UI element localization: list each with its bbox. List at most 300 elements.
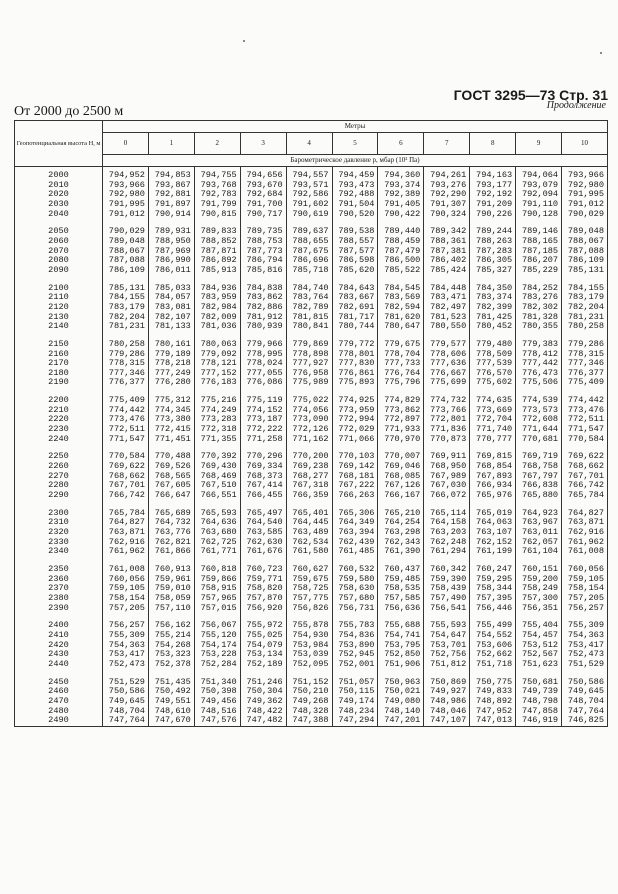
pressure-value: 774,152 [240, 406, 286, 416]
pressure-value: 771,451 [148, 435, 194, 445]
pressure-value: 769,142 [332, 462, 378, 472]
pressure-value: 757,490 [424, 594, 470, 604]
pressure-value: 780,258 [562, 322, 608, 332]
height-cell: 2480 [15, 707, 103, 717]
pressure-value: 761,580 [286, 547, 332, 557]
pressure-value: 791,209 [470, 200, 516, 210]
height-cell: 2320 [15, 528, 103, 538]
pressure-value: 782,886 [240, 303, 286, 313]
pressure-value: 772,897 [378, 415, 424, 425]
pressure-value: 770,873 [424, 435, 470, 445]
pressure-value: 759,010 [148, 584, 194, 594]
pressure-value: 749,927 [424, 687, 470, 697]
pressure-value: 756,920 [240, 604, 286, 614]
pressure-value: 762,152 [470, 538, 516, 548]
pressure-value: 783,959 [194, 293, 240, 303]
pressure-value: 781,717 [332, 313, 378, 323]
meter-offset-header: 3 [240, 133, 286, 155]
pressure-value: 760,437 [378, 565, 424, 575]
pressure-value: 759,866 [194, 575, 240, 585]
table-row [15, 547, 608, 557]
pressure-value: 749,362 [240, 697, 286, 707]
pressure-value: 771,933 [378, 425, 424, 435]
pressure-value: 793,768 [194, 181, 240, 191]
pressure-value: 769,719 [516, 452, 562, 462]
pressure-value: 759,771 [240, 575, 286, 585]
pressure-value: 791,307 [424, 200, 470, 210]
pressure-value: 783,179 [103, 303, 149, 313]
pressure-value: 758,535 [378, 584, 424, 594]
pressure-value: 753,417 [562, 641, 608, 651]
pressure-value: 768,950 [424, 462, 470, 472]
pressure-value: 750,681 [516, 678, 562, 688]
pressure-value: 764,540 [240, 518, 286, 528]
pressure-value: 757,680 [332, 594, 378, 604]
meter-offset-header: 4 [286, 133, 332, 155]
pressure-value: 763,489 [286, 528, 332, 538]
pressure-value: 763,298 [378, 528, 424, 538]
pressure-value: 791,799 [194, 200, 240, 210]
pressure-value: 767,701 [562, 472, 608, 482]
pressure-value: 788,655 [286, 237, 332, 247]
pressure-value: 792,980 [562, 181, 608, 191]
pressure-value: 765,880 [516, 491, 562, 501]
pressure-value: 763,871 [103, 528, 149, 538]
pressure-value: 785,816 [240, 266, 286, 276]
pressure-value: 762,534 [286, 538, 332, 548]
pressure-value: 789,637 [286, 227, 332, 237]
height-cell: 2120 [15, 303, 103, 313]
pressure-value: 767,414 [240, 481, 286, 491]
pressure-value: 767,510 [194, 481, 240, 491]
pressure-value: 767,222 [332, 481, 378, 491]
pressure-value: 775,796 [378, 378, 424, 388]
pressure-value: 794,952 [103, 171, 149, 181]
height-cell: 2060 [15, 237, 103, 247]
meter-offset-header: 8 [470, 133, 516, 155]
pressure-value: 785,131 [562, 266, 608, 276]
pressure-value: 747,670 [148, 716, 194, 726]
pressure-value: 784,155 [103, 293, 149, 303]
pressure-value: 751,340 [194, 678, 240, 688]
pressure-value: 778,606 [424, 350, 470, 360]
pressure-value: 769,815 [470, 452, 516, 462]
pressure-value: 790,029 [562, 210, 608, 220]
pressure-value: 776,473 [516, 369, 562, 379]
pressure-value: 779,577 [424, 340, 470, 350]
pressure-value: 774,732 [424, 396, 470, 406]
pressure-value: 776,280 [148, 378, 194, 388]
pressure-value: 752,378 [148, 660, 194, 670]
pressure-value: 748,140 [378, 707, 424, 717]
table-row [15, 378, 608, 388]
pressure-value: 747,294 [332, 716, 378, 726]
pressure-value: 785,229 [516, 266, 562, 276]
pressure-value: 758,820 [240, 584, 286, 594]
pressure-value: 777,442 [516, 359, 562, 369]
height-cell: 2150 [15, 340, 103, 350]
pressure-value: 761,390 [378, 547, 424, 557]
pressure-value: 757,205 [103, 604, 149, 614]
pressure-value: 786,794 [240, 256, 286, 266]
pressure-value: 794,656 [240, 171, 286, 181]
pressure-value: 793,966 [562, 171, 608, 181]
pressure-value: 761,199 [470, 547, 516, 557]
pressure-value: 752,001 [332, 660, 378, 670]
height-cell: 2010 [15, 181, 103, 191]
pressure-value: 749,268 [286, 697, 332, 707]
height-cell: 2260 [15, 462, 103, 472]
pressure-value: 775,216 [194, 396, 240, 406]
pressure-value: 792,192 [470, 190, 516, 200]
pressure-value: 790,029 [103, 227, 149, 237]
pressure-value: 754,836 [332, 631, 378, 641]
pressure-value: 784,643 [332, 284, 378, 294]
pressure-value: 755,120 [194, 631, 240, 641]
pressure-value: 752,567 [516, 650, 562, 660]
pressure-value: 781,523 [424, 313, 470, 323]
pressure-value: 758,154 [103, 594, 149, 604]
pressure-value: 783,081 [148, 303, 194, 313]
pressure-value: 794,755 [194, 171, 240, 181]
pressure-value: 785,327 [470, 266, 516, 276]
pressure-value: 780,550 [424, 322, 470, 332]
height-cell: 2340 [15, 547, 103, 557]
pressure-value: 771,547 [103, 435, 149, 445]
pressure-value: 749,080 [378, 697, 424, 707]
height-cell: 2390 [15, 604, 103, 614]
table-row [15, 322, 608, 332]
pressure-value: 779,286 [103, 350, 149, 360]
pressure-value: 751,057 [332, 678, 378, 688]
continuation-note: Продолжение [546, 100, 606, 111]
height-cell: 2200 [15, 396, 103, 406]
pressure-value: 760,913 [148, 565, 194, 575]
pressure-value: 792,783 [194, 190, 240, 200]
pressure-value: 758,439 [424, 584, 470, 594]
pressure-value: 754,174 [194, 641, 240, 651]
pressure-value: 755,972 [240, 621, 286, 631]
pressure-value: 747,107 [424, 716, 470, 726]
pressure-value: 757,395 [470, 594, 516, 604]
range-title: От 2000 до 2500 м [14, 104, 124, 119]
pressure-value: 760,056 [103, 575, 149, 585]
pressure-value: 754,268 [148, 641, 194, 651]
pressure-value: 779,869 [286, 340, 332, 350]
pressure-value: 780,647 [378, 322, 424, 332]
pressure-value: 761,771 [194, 547, 240, 557]
pressure-value: 766,551 [194, 491, 240, 501]
pressure-value: 764,827 [103, 518, 149, 528]
pressure-value: 762,057 [516, 538, 562, 548]
pressure-value: 753,134 [240, 650, 286, 660]
height-cell: 2070 [15, 247, 103, 257]
pressure-value: 784,740 [286, 284, 332, 294]
pressure-value: 791,012 [562, 200, 608, 210]
pressure-value: 782,204 [562, 303, 608, 313]
pressure-value: 769,046 [378, 462, 424, 472]
table-row [15, 716, 608, 726]
pressure-value: 748,234 [332, 707, 378, 717]
pressure-value: 756,541 [424, 604, 470, 614]
pressure-value: 754,363 [562, 631, 608, 641]
pressure-value: 784,838 [240, 284, 286, 294]
height-cell: 2130 [15, 313, 103, 323]
pressure-value: 776,377 [103, 378, 149, 388]
pressure-value: 778,898 [286, 350, 332, 360]
pressure-value: 784,252 [516, 284, 562, 294]
pressure-value: 760,818 [194, 565, 240, 575]
pressure-value: 772,318 [194, 425, 240, 435]
pressure-value: 780,063 [194, 340, 240, 350]
pressure-value: 769,526 [148, 462, 194, 472]
pressure-value: 774,539 [516, 396, 562, 406]
pressure-value: 785,424 [424, 266, 470, 276]
pressure-value: 765,019 [470, 509, 516, 519]
pressure-value: 754,457 [516, 631, 562, 641]
pressure-value: 774,056 [286, 406, 332, 416]
pressure-value: 754,741 [378, 631, 424, 641]
table-row [15, 266, 608, 276]
pressure-value: 772,222 [240, 425, 286, 435]
meters-header: Метры [103, 121, 608, 133]
pressure-value: 757,205 [562, 594, 608, 604]
pressure-value: 782,009 [194, 313, 240, 323]
pressure-value: 793,177 [470, 181, 516, 191]
pressure-value: 763,394 [332, 528, 378, 538]
pressure-value: 775,022 [286, 396, 332, 406]
pressure-value: 772,415 [148, 425, 194, 435]
pressure-value: 753,512 [516, 641, 562, 651]
pressure-value: 769,430 [194, 462, 240, 472]
pressure-value: 749,645 [103, 697, 149, 707]
pressure-value: 794,459 [332, 171, 378, 181]
pressure-value: 780,744 [332, 322, 378, 332]
pressure-value: 779,286 [562, 340, 608, 350]
pressure-value: 784,350 [470, 284, 516, 294]
height-cell: 2110 [15, 293, 103, 303]
pressure-value: 753,606 [470, 641, 516, 651]
pressure-value: 772,511 [562, 415, 608, 425]
pressure-value: 755,783 [332, 621, 378, 631]
pressure-value: 768,277 [286, 472, 332, 482]
table-row [15, 660, 608, 670]
pressure-value: 788,459 [378, 237, 424, 247]
pressure-value: 754,363 [103, 641, 149, 651]
height-cell: 2230 [15, 425, 103, 435]
pressure-value: 754,930 [286, 631, 332, 641]
pressure-value: 762,725 [194, 538, 240, 548]
pressure-value: 753,795 [378, 641, 424, 651]
pressure-value: 773,476 [103, 415, 149, 425]
pressure-value: 784,448 [424, 284, 470, 294]
pressure-value: 782,691 [332, 303, 378, 313]
pressure-value: 749,174 [332, 697, 378, 707]
pressure-value: 776,377 [562, 369, 608, 379]
pressure-value: 789,538 [332, 227, 378, 237]
pressure-value: 794,261 [424, 171, 470, 181]
pressure-value: 792,488 [332, 190, 378, 200]
pressure-value: 746,919 [516, 716, 562, 726]
pressure-value: 752,189 [240, 660, 286, 670]
pressure-value: 770,584 [103, 452, 149, 462]
height-cell: 2090 [15, 266, 103, 276]
pressure-value: 755,025 [240, 631, 286, 641]
pressure-value: 760,151 [516, 565, 562, 575]
pressure-value: 792,684 [240, 190, 286, 200]
pressure-value: 777,346 [562, 359, 608, 369]
pressure-value: 747,576 [194, 716, 240, 726]
pressure-value: 770,777 [470, 435, 516, 445]
height-cell: 2050 [15, 227, 103, 237]
pressure-value: 757,870 [240, 594, 286, 604]
pressure-value: 750,586 [562, 678, 608, 688]
pressure-value: 793,374 [378, 181, 424, 191]
pressure-value: 757,965 [194, 594, 240, 604]
pressure-value: 789,931 [148, 227, 194, 237]
pressure-value: 747,013 [470, 716, 516, 726]
meter-offset-header: 1 [148, 133, 194, 155]
pressure-value: 786,011 [148, 266, 194, 276]
pressure-value: 761,104 [516, 547, 562, 557]
pressure-value: 754,552 [470, 631, 516, 641]
pressure-value: 762,630 [240, 538, 286, 548]
pressure-value: 756,257 [562, 604, 608, 614]
pressure-value: 769,911 [424, 452, 470, 462]
pressure-value: 791,110 [516, 200, 562, 210]
height-cell: 2490 [15, 716, 103, 726]
pressure-value: 771,836 [424, 425, 470, 435]
height-cell: 2030 [15, 200, 103, 210]
pressure-value: 750,304 [240, 687, 286, 697]
pressure-value: 788,165 [516, 237, 562, 247]
pressure-value: 776,958 [286, 369, 332, 379]
pressure-value: 757,775 [286, 594, 332, 604]
pressure-value: 790,619 [286, 210, 332, 220]
pressure-value: 765,306 [332, 509, 378, 519]
pressure-value: 790,226 [470, 210, 516, 220]
pressure-value: 785,131 [103, 284, 149, 294]
pressure-value: 767,605 [148, 481, 194, 491]
height-cell: 2430 [15, 650, 103, 660]
pressure-value: 787,773 [240, 247, 286, 257]
pressure-value: 762,439 [332, 538, 378, 548]
pressure-value: 778,024 [240, 359, 286, 369]
pressure-value: 790,324 [424, 210, 470, 220]
height-cell: 2350 [15, 565, 103, 575]
pressure-value: 771,066 [332, 435, 378, 445]
pressure-value: 748,986 [424, 697, 470, 707]
pressure-value: 753,039 [286, 650, 332, 660]
pressure-value: 774,442 [562, 396, 608, 406]
pressure-value: 755,214 [148, 631, 194, 641]
pressure-value: 783,374 [470, 293, 516, 303]
pressure-value: 761,676 [240, 547, 286, 557]
height-cell: 2380 [15, 594, 103, 604]
pressure-value: 779,189 [148, 350, 194, 360]
meter-offset-header: 6 [378, 133, 424, 155]
height-cell: 2330 [15, 538, 103, 548]
pressure-value: 792,389 [378, 190, 424, 200]
pressure-value: 772,029 [332, 425, 378, 435]
pressure-value: 766,838 [516, 481, 562, 491]
height-cell: 2170 [15, 359, 103, 369]
pressure-value: 791,700 [240, 200, 286, 210]
pressure-value: 766,647 [148, 491, 194, 501]
pressure-value: 759,200 [516, 575, 562, 585]
pressure-value: 777,830 [332, 359, 378, 369]
pressure-value: 756,162 [148, 621, 194, 631]
pressure-value: 779,772 [332, 340, 378, 350]
pressure-value: 748,704 [103, 707, 149, 717]
pressure-value: 781,815 [286, 313, 332, 323]
pressure-value: 764,063 [470, 518, 516, 528]
pressure-value: 758,249 [516, 584, 562, 594]
height-cell: 2290 [15, 491, 103, 501]
pressure-value: 774,925 [332, 396, 378, 406]
pressure-value: 775,119 [240, 396, 286, 406]
pressure-value: 771,162 [286, 435, 332, 445]
pressure-value: 794,163 [470, 171, 516, 181]
pressure-value: 769,238 [286, 462, 332, 472]
pressure-value: 779,383 [516, 340, 562, 350]
pressure-value: 777,636 [424, 359, 470, 369]
pressure-value: 786,598 [332, 256, 378, 266]
pressure-value: 770,681 [516, 435, 562, 445]
pressure-value: 779,966 [240, 340, 286, 350]
pressure-value: 773,862 [378, 406, 424, 416]
pressure-value: 751,812 [424, 660, 470, 670]
pressure-value: 794,853 [148, 171, 194, 181]
pressure-value: 772,801 [424, 415, 470, 425]
pressure-value: 789,146 [516, 227, 562, 237]
pressure-value: 750,586 [103, 687, 149, 697]
pressure-value: 776,183 [194, 378, 240, 388]
pressure-value: 747,952 [470, 707, 516, 717]
pressure-value: 752,945 [332, 650, 378, 660]
pressure-value: 790,520 [332, 210, 378, 220]
pressure-value: 786,892 [194, 256, 240, 266]
pressure-value: 777,152 [194, 369, 240, 379]
pressure-value: 751,529 [562, 660, 608, 670]
height-cell: 2000 [15, 171, 103, 181]
pressure-value: 779,675 [378, 340, 424, 350]
height-cell: 2220 [15, 415, 103, 425]
pressure-value: 793,966 [103, 181, 149, 191]
height-cell: 2180 [15, 369, 103, 379]
pressure-value: 763,871 [562, 518, 608, 528]
pressure-value: 789,440 [378, 227, 424, 237]
pressure-value: 753,984 [286, 641, 332, 651]
pressure-value: 755,688 [378, 621, 424, 631]
pressure-value: 771,355 [194, 435, 240, 445]
pressure-value: 787,675 [286, 247, 332, 257]
pressure-value: 776,764 [378, 369, 424, 379]
pressure-value: 765,401 [286, 509, 332, 519]
pressure-value: 776,570 [470, 369, 516, 379]
pressure-value: 764,827 [562, 509, 608, 519]
pressure-value: 774,635 [470, 396, 516, 406]
pressure-value: 766,072 [424, 491, 470, 501]
pressure-value: 789,342 [424, 227, 470, 237]
pressure-value: 752,095 [286, 660, 332, 670]
pressure-value: 774,345 [148, 406, 194, 416]
print-speck [600, 52, 602, 54]
pressure-value: 767,030 [424, 481, 470, 491]
pressure-value: 783,569 [378, 293, 424, 303]
height-cell: 2080 [15, 256, 103, 266]
pressure-value: 789,048 [103, 237, 149, 247]
